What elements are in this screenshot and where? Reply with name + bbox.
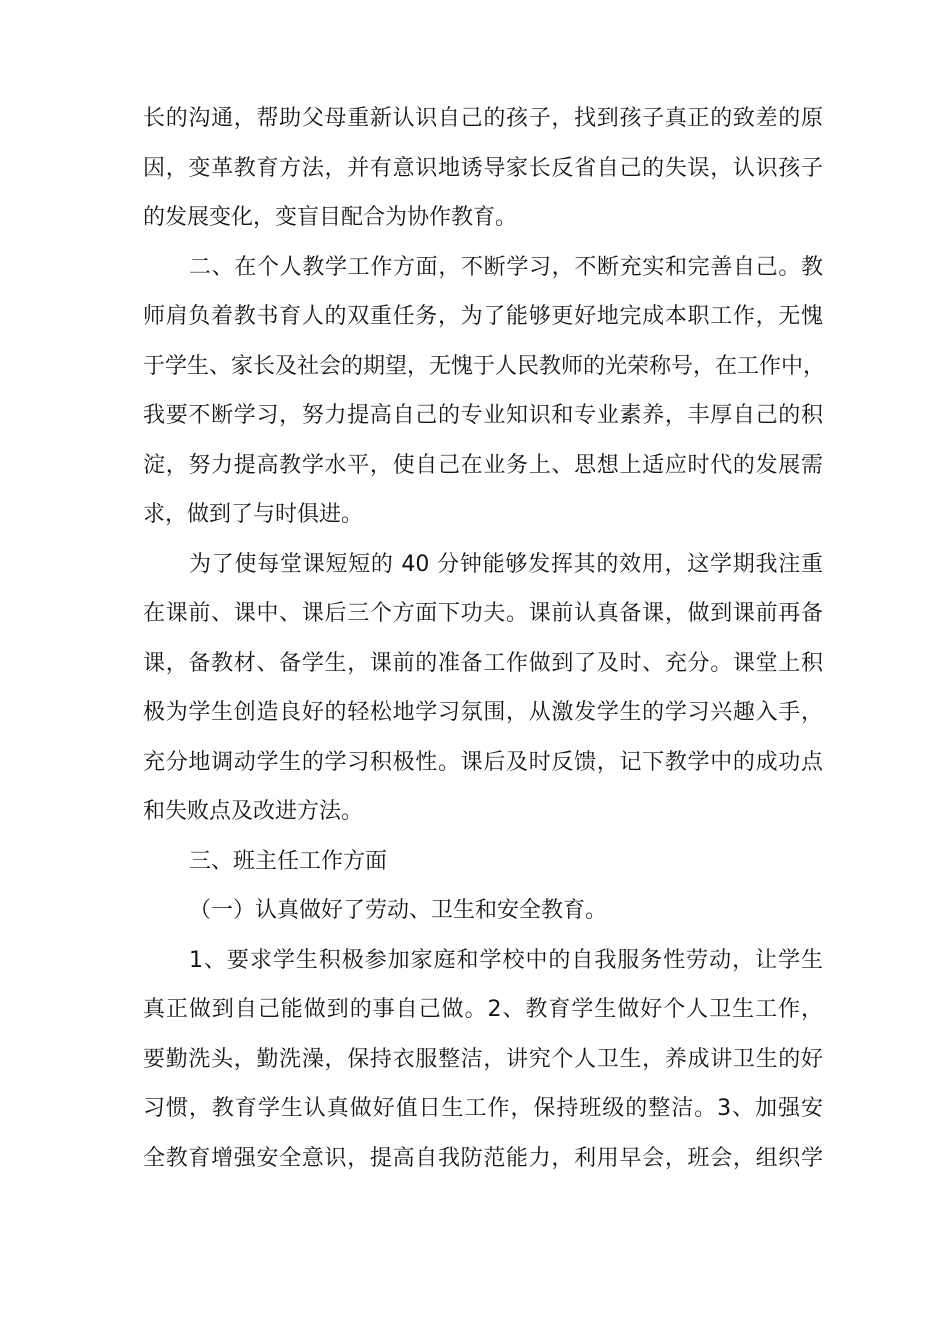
text-line: 课，备教材、备学生，课前的准备工作做到了及时、充分。课堂上积 bbox=[143, 650, 823, 676]
text-line: 为了使每堂课短短的 40 分钟能够发挥其的效用，这学期我注重 bbox=[189, 551, 823, 577]
text-line: 极为学生创造良好的轻松地学习氛围，从激发学生的学习兴趣入手， bbox=[143, 700, 823, 725]
text-line: 我要不断学习，努力提高自己的专业知识和专业素养，丰厚自己的积 bbox=[143, 403, 823, 428]
text-line: （一）认真做好了劳动、卫生和安全教育。 bbox=[189, 898, 608, 923]
text-line: 习惯，教育学生认真做好值日生工作，保持班级的整洁。3、加强安 bbox=[143, 1096, 823, 1121]
text-line: 充分地调动学生的学习积极性。课后及时反馈，记下教学中的成功点 bbox=[143, 749, 823, 775]
text-line: 师肩负着教书育人的双重任务，为了能够更好地完成本职工作，无愧 bbox=[143, 304, 823, 329]
text-line: 求，做到了与时俱进。 bbox=[143, 502, 364, 527]
text-line: 三、班主任工作方面 bbox=[189, 848, 388, 874]
text-line: 于学生、家长及社会的期望，无愧于人民教师的光荣称号，在工作中， bbox=[143, 353, 826, 379]
text-line: 要勤洗头，勤洗澡，保持衣服整洁，讲究个人卫生，养成讲卫生的好 bbox=[143, 1046, 823, 1072]
text-line: 和失败点及改进方法。 bbox=[143, 799, 364, 824]
document-body bbox=[143, 94, 826, 1183]
text-line: 1、要求学生积极参加家庭和学校中的自我服务性劳动，让学生 bbox=[189, 947, 823, 973]
text-line: 长的沟通，帮助父母重新认识自己的孩子，找到孩子真正的致差的原 bbox=[143, 106, 823, 131]
text-line: 在课前、课中、课后三个方面下功夫。课前认真备课，做到课前再备 bbox=[143, 601, 823, 626]
text-line: 的发展变化，变盲目配合为协作教育。 bbox=[143, 205, 518, 230]
text-line: 二、在个人教学工作方面，不断学习，不断充实和完善自己。教 bbox=[189, 254, 823, 280]
text-line: 淀，努力提高教学水平，使自己在业务上、思想上适应时代的发展需 bbox=[143, 452, 823, 478]
text-line: 全教育增强安全意识，提高自我防范能力，利用早会，班会，组织学 bbox=[143, 1145, 823, 1171]
text-line: 因，变革教育方法，并有意识地诱导家长反省自己的失误，认识孩子 bbox=[143, 155, 823, 181]
text-line: 真正做到自己能做到的事自己做。2、教育学生做好个人卫生工作， bbox=[143, 997, 823, 1022]
